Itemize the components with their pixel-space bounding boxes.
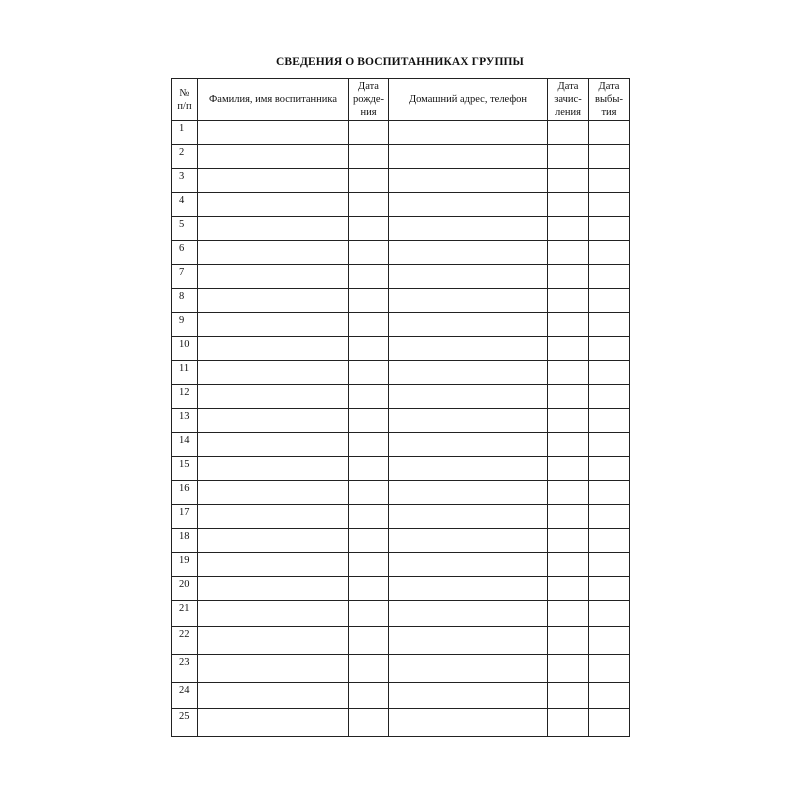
birth-date-cell xyxy=(349,145,389,169)
address-cell xyxy=(389,457,548,481)
enroll-date-cell xyxy=(548,505,589,529)
name-cell xyxy=(198,313,349,337)
name-cell xyxy=(198,337,349,361)
name-cell xyxy=(198,289,349,313)
name-cell xyxy=(198,385,349,409)
birth-date-cell xyxy=(349,265,389,289)
name-cell xyxy=(198,217,349,241)
row-number: 16 xyxy=(172,481,198,505)
name-cell xyxy=(198,361,349,385)
enroll-date-cell xyxy=(548,481,589,505)
birth-date-cell xyxy=(349,529,389,553)
address-cell xyxy=(389,385,548,409)
address-cell xyxy=(389,169,548,193)
enroll-date-cell xyxy=(548,193,589,217)
enroll-date-cell xyxy=(548,709,589,737)
table-row xyxy=(172,121,630,145)
enroll-date-cell xyxy=(548,433,589,457)
enroll-date-cell xyxy=(548,289,589,313)
header-number-label: № п/п xyxy=(177,87,192,112)
address-cell xyxy=(389,529,548,553)
enroll-date-cell xyxy=(548,601,589,627)
enroll-date-cell xyxy=(548,313,589,337)
name-cell xyxy=(198,505,349,529)
leave-date-cell xyxy=(589,433,630,457)
row-number: 19 xyxy=(172,553,198,577)
enroll-date-cell xyxy=(548,457,589,481)
name-cell xyxy=(198,529,349,553)
row-number: 7 xyxy=(172,265,198,289)
enroll-date-cell xyxy=(548,217,589,241)
birth-date-cell xyxy=(349,433,389,457)
leave-date-cell xyxy=(589,313,630,337)
table-row xyxy=(172,169,630,193)
address-cell xyxy=(389,289,548,313)
leave-date-cell xyxy=(589,385,630,409)
birth-date-cell xyxy=(349,241,389,265)
name-cell xyxy=(198,457,349,481)
table-row xyxy=(172,505,630,529)
name-cell xyxy=(198,169,349,193)
address-cell xyxy=(389,409,548,433)
row-number: 2 xyxy=(172,145,198,169)
address-cell xyxy=(389,627,548,655)
row-number: 9 xyxy=(172,313,198,337)
row-number: 14 xyxy=(172,433,198,457)
birth-date-cell xyxy=(349,169,389,193)
name-cell xyxy=(198,193,349,217)
row-number: 25 xyxy=(172,709,198,737)
enroll-date-cell xyxy=(548,385,589,409)
table-row xyxy=(172,385,630,409)
header-birth-date-label: Дата рожде- ния xyxy=(353,81,384,118)
name-cell xyxy=(198,481,349,505)
roster-table-body xyxy=(172,121,630,737)
leave-date-cell xyxy=(589,683,630,709)
birth-date-cell xyxy=(349,601,389,627)
birth-date-cell xyxy=(349,683,389,709)
table-row xyxy=(172,601,630,627)
enroll-date-cell xyxy=(548,683,589,709)
table-row xyxy=(172,217,630,241)
table-row xyxy=(172,627,630,655)
leave-date-cell xyxy=(589,409,630,433)
leave-date-cell xyxy=(589,577,630,601)
table-row xyxy=(172,337,630,361)
row-number: 5 xyxy=(172,217,198,241)
table-row xyxy=(172,457,630,481)
header-name xyxy=(198,79,349,121)
enroll-date-cell xyxy=(548,145,589,169)
enroll-date-cell xyxy=(548,265,589,289)
leave-date-cell xyxy=(589,505,630,529)
table-row xyxy=(172,313,630,337)
leave-date-cell xyxy=(589,169,630,193)
birth-date-cell xyxy=(349,409,389,433)
name-cell xyxy=(198,709,349,737)
name-cell xyxy=(198,655,349,683)
address-cell xyxy=(389,481,548,505)
row-number: 12 xyxy=(172,385,198,409)
name-cell xyxy=(198,553,349,577)
roster-table xyxy=(171,78,630,737)
table-row xyxy=(172,577,630,601)
row-number: 3 xyxy=(172,169,198,193)
address-cell xyxy=(389,683,548,709)
document-title: СВЕДЕНИЯ О ВОСПИТАННИКАХ ГРУППЫ xyxy=(276,56,524,68)
row-number: 24 xyxy=(172,683,198,709)
enroll-date-cell xyxy=(548,169,589,193)
header-row xyxy=(172,79,630,121)
enroll-date-cell xyxy=(548,409,589,433)
birth-date-cell xyxy=(349,505,389,529)
enroll-date-cell xyxy=(548,553,589,577)
birth-date-cell xyxy=(349,655,389,683)
enroll-date-cell xyxy=(548,121,589,145)
row-number: 6 xyxy=(172,241,198,265)
birth-date-cell xyxy=(349,289,389,313)
leave-date-cell xyxy=(589,529,630,553)
address-cell xyxy=(389,601,548,627)
roster-table-header xyxy=(172,79,630,121)
leave-date-cell xyxy=(589,145,630,169)
name-cell xyxy=(198,121,349,145)
address-cell xyxy=(389,121,548,145)
row-number: 4 xyxy=(172,193,198,217)
row-number: 8 xyxy=(172,289,198,313)
row-number: 17 xyxy=(172,505,198,529)
row-number: 1 xyxy=(172,121,198,145)
address-cell xyxy=(389,361,548,385)
birth-date-cell xyxy=(349,313,389,337)
row-number: 11 xyxy=(172,361,198,385)
table-row xyxy=(172,265,630,289)
table-row xyxy=(172,361,630,385)
enroll-date-cell xyxy=(548,241,589,265)
address-cell xyxy=(389,553,548,577)
header-enroll-date-label: Дата зачис- ления xyxy=(554,81,582,118)
enroll-date-cell xyxy=(548,577,589,601)
address-cell xyxy=(389,655,548,683)
address-cell xyxy=(389,313,548,337)
leave-date-cell xyxy=(589,361,630,385)
birth-date-cell xyxy=(349,217,389,241)
birth-date-cell xyxy=(349,457,389,481)
name-cell xyxy=(198,265,349,289)
row-number: 15 xyxy=(172,457,198,481)
table-row xyxy=(172,683,630,709)
row-number: 13 xyxy=(172,409,198,433)
enroll-date-cell xyxy=(548,361,589,385)
header-leave-date-label: Дата выбы- тия xyxy=(595,81,623,118)
row-number: 20 xyxy=(172,577,198,601)
leave-date-cell xyxy=(589,289,630,313)
birth-date-cell xyxy=(349,361,389,385)
enroll-date-cell xyxy=(548,627,589,655)
row-number: 23 xyxy=(172,655,198,683)
address-cell xyxy=(389,337,548,361)
birth-date-cell xyxy=(349,627,389,655)
table-row xyxy=(172,193,630,217)
birth-date-cell xyxy=(349,709,389,737)
address-cell xyxy=(389,505,548,529)
address-cell xyxy=(389,145,548,169)
birth-date-cell xyxy=(349,385,389,409)
name-cell xyxy=(198,683,349,709)
leave-date-cell xyxy=(589,627,630,655)
birth-date-cell xyxy=(349,553,389,577)
enroll-date-cell xyxy=(548,655,589,683)
leave-date-cell xyxy=(589,553,630,577)
header-enroll-date xyxy=(548,79,589,121)
address-cell xyxy=(389,577,548,601)
address-cell xyxy=(389,709,548,737)
leave-date-cell xyxy=(589,241,630,265)
leave-date-cell xyxy=(589,217,630,241)
leave-date-cell xyxy=(589,265,630,289)
address-cell xyxy=(389,265,548,289)
table-row xyxy=(172,145,630,169)
table-row xyxy=(172,433,630,457)
address-cell xyxy=(389,193,548,217)
enroll-date-cell xyxy=(548,529,589,553)
address-cell xyxy=(389,217,548,241)
birth-date-cell xyxy=(349,193,389,217)
header-address xyxy=(389,79,548,121)
leave-date-cell xyxy=(589,337,630,361)
row-number: 18 xyxy=(172,529,198,553)
table-row xyxy=(172,655,630,683)
row-number: 10 xyxy=(172,337,198,361)
leave-date-cell xyxy=(589,709,630,737)
name-cell xyxy=(198,601,349,627)
name-cell xyxy=(198,145,349,169)
birth-date-cell xyxy=(349,121,389,145)
table-row xyxy=(172,409,630,433)
address-cell xyxy=(389,241,548,265)
leave-date-cell xyxy=(589,121,630,145)
leave-date-cell xyxy=(589,655,630,683)
name-cell xyxy=(198,627,349,655)
table-row xyxy=(172,709,630,737)
birth-date-cell xyxy=(349,337,389,361)
header-number xyxy=(172,79,198,121)
leave-date-cell xyxy=(589,193,630,217)
birth-date-cell xyxy=(349,481,389,505)
header-name-label: Фамилия, имя воспитанника xyxy=(208,94,337,105)
header-birth-date xyxy=(349,79,389,121)
name-cell xyxy=(198,577,349,601)
enroll-date-cell xyxy=(548,337,589,361)
header-address-label: Домашний адрес, телефон xyxy=(408,94,528,105)
leave-date-cell xyxy=(589,481,630,505)
row-number: 21 xyxy=(172,601,198,627)
name-cell xyxy=(198,241,349,265)
table-row xyxy=(172,553,630,577)
leave-date-cell xyxy=(589,457,630,481)
table-row xyxy=(172,481,630,505)
leave-date-cell xyxy=(589,601,630,627)
name-cell xyxy=(198,409,349,433)
table-row xyxy=(172,529,630,553)
table-row xyxy=(172,241,630,265)
name-cell xyxy=(198,433,349,457)
table-row xyxy=(172,289,630,313)
header-leave-date xyxy=(589,79,630,121)
birth-date-cell xyxy=(349,577,389,601)
row-number: 22 xyxy=(172,627,198,655)
address-cell xyxy=(389,433,548,457)
